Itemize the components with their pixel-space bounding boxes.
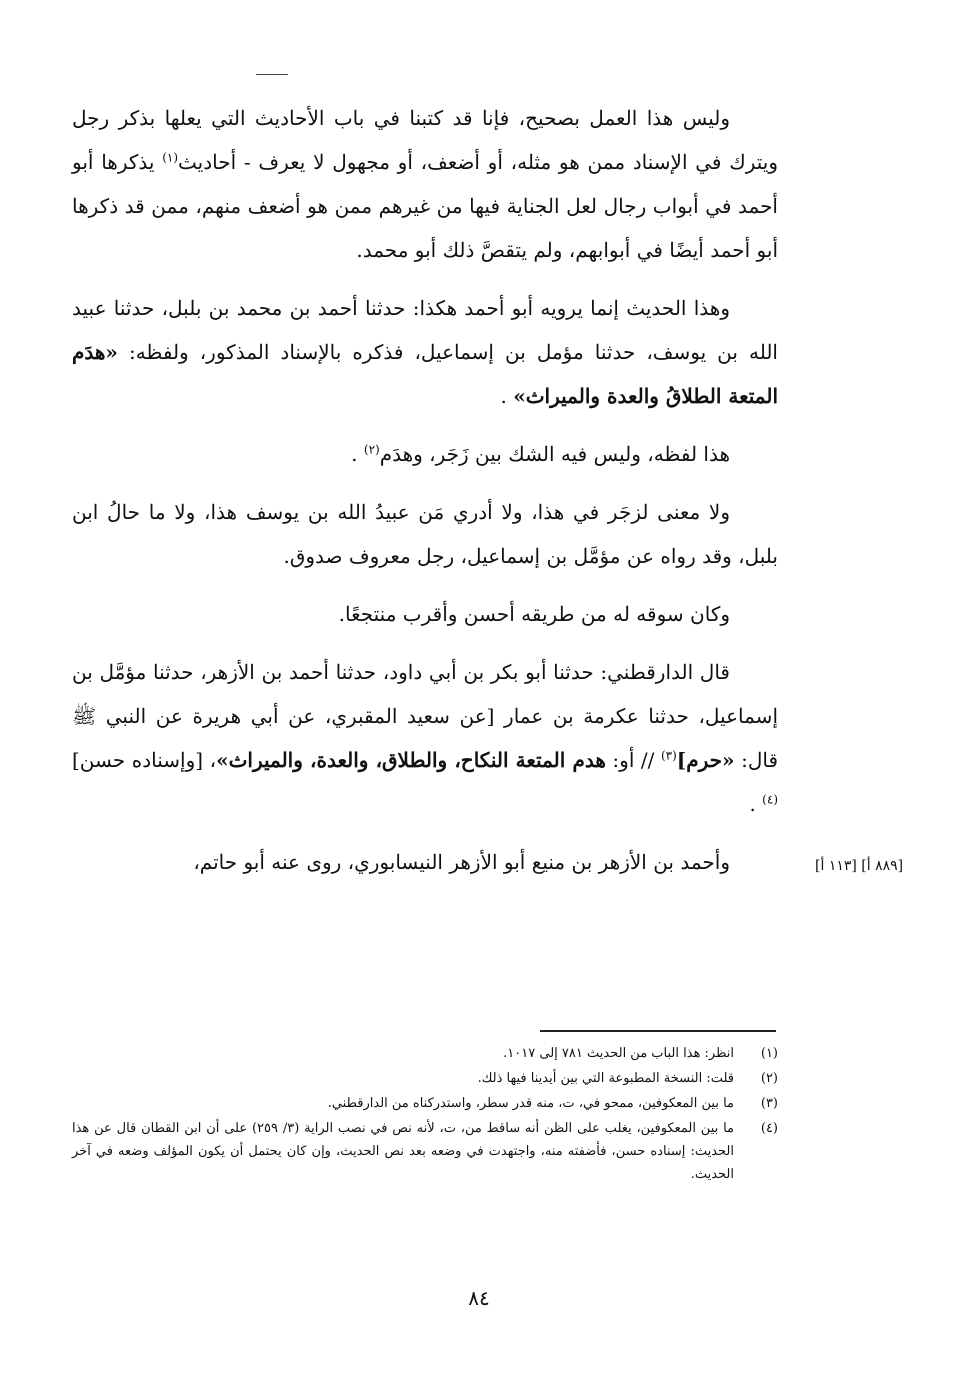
footnote-number: (١): [760, 1046, 778, 1061]
footnote-ref-4[interactable]: (٤): [762, 792, 778, 807]
paragraph-7: وأحمد بن الأزهر بن منيع أبو الأزهر النيسابوري، روى عنه أبو حاتم،: [193, 850, 730, 874]
footnote-ref-1[interactable]: (١): [162, 150, 179, 165]
hadith-quote: «هدَم المتعة الطلاقُ والعدة والميراث»: [72, 340, 778, 408]
footnote-divider: [540, 1030, 776, 1032]
manuscript-margin-ref: [٨٨٩ أ] [١١٣ أ]: [815, 858, 904, 874]
hadith-text: هدم المتعة النكاح، والطلاق، والعدة، والميراث»: [216, 748, 606, 772]
page-number: ٨٤: [468, 1286, 490, 1310]
footnote-text: ما بين المعكوفين، ممحو في، ت، منه قدر سطر، واستدركناه من الدارقطني.: [327, 1096, 734, 1111]
footnote-text: قلت: النسخة المطبوعة التي بين أيدينا فيها ذلك.: [477, 1071, 734, 1086]
footnote-ref-2[interactable]: (٢): [363, 442, 380, 457]
footnote-number: (٤): [760, 1121, 778, 1136]
paragraph-5: وكان سوقه له من طريقه أحسن وأقرب منتجعًا.: [338, 602, 730, 626]
footnotes: [72, 1042, 778, 1188]
footnote-1: [72, 1042, 778, 1065]
footnote-text: ما بين المعكوفين، يغلب على الظن أنه ساقط من، ت، لأنه نص في نصب الراية (٣/ ٢٥٩) على أن ابن القطان قال عن هذا الحديث: إسناده حسن، فأضفته منه، واجتهدت في وضعه بعد نص الحديث، وإن كان يحتمل أن يكون المؤلف وضعه في آخر الحديث.: [72, 1121, 735, 1182]
footnote-number: (٢): [760, 1071, 778, 1086]
footnote-ref-3[interactable]: (٣): [660, 748, 677, 763]
paragraph-3: هذا لفظه، وليس فيه الشك بين زَجَر، وهدَم$^{(٢)}$ .: [351, 442, 730, 466]
paragraph-6: قال الدارقطني: حدثنا أبو بكر بن أبي داود، حدثنا أحمد بن الأزهر، حدثنا مؤمَّل بن إسماعيل، حدثنا عكرمة بن عمار [عن سعيد المقبري، عن أبي هريرة عن النبي ﷺ قال: «حرم]$^{(٣)}$ // أو: هدم المتعة النكاح، والطلاق، والعدة، والميراث»، [وإسناده حسن]$^{(٤)}$ .: [72, 660, 779, 816]
footnote-number: (٣): [760, 1096, 778, 1111]
footnote-2: [72, 1067, 778, 1090]
footnote-4: [72, 1117, 778, 1186]
footnote-3: [72, 1092, 778, 1115]
paragraph-4: ولا معنى لزجَر في هذا، ولا أدري مَن عبيدُ الله بن يوسف هذا، ولا ما حالُ ابن بلبل، وقد رواه عن مؤمَّل بن إسماعيل، رجل معروف صدوق.: [72, 500, 778, 568]
top-rule: [256, 74, 288, 75]
paragraph-1: وليس هذا العمل بصحيح، فإنا قد كتبنا في باب الأحاديث التي يعلها بذكر رجل ويترك في الإسناد ممن هو مثله، أو أضعف، أو مجهول لا يعرف - أحاديث$^{(١)}$ يذكرها أبو أحمد في أبواب رجال لعل الجناية فيها من غيرهم ممن هو أضعف منهم، ممن قد ذكرها أبو أحمد أيضًا في أبوابهم، ولم يتقصَّ ذلك أبو محمد.: [72, 106, 778, 262]
paragraph-2: وهذا الحديث إنما يرويه أبو أحمد هكذا: حدثنا أحمد بن محمد بن بلبل، حدثنا عبيد الله بن يوسف، حدثنا مؤمل بن إسماعيل، فذكره بالإسناد المذكور، ولفظه: «هدَم المتعة الطلاقُ والعدة والميراث» .: [72, 296, 778, 408]
footnote-text: انظر: هذا الباب من الحديث ٧٨١ إلى ١٠١٧.: [503, 1046, 734, 1061]
main-text: [72, 96, 778, 898]
